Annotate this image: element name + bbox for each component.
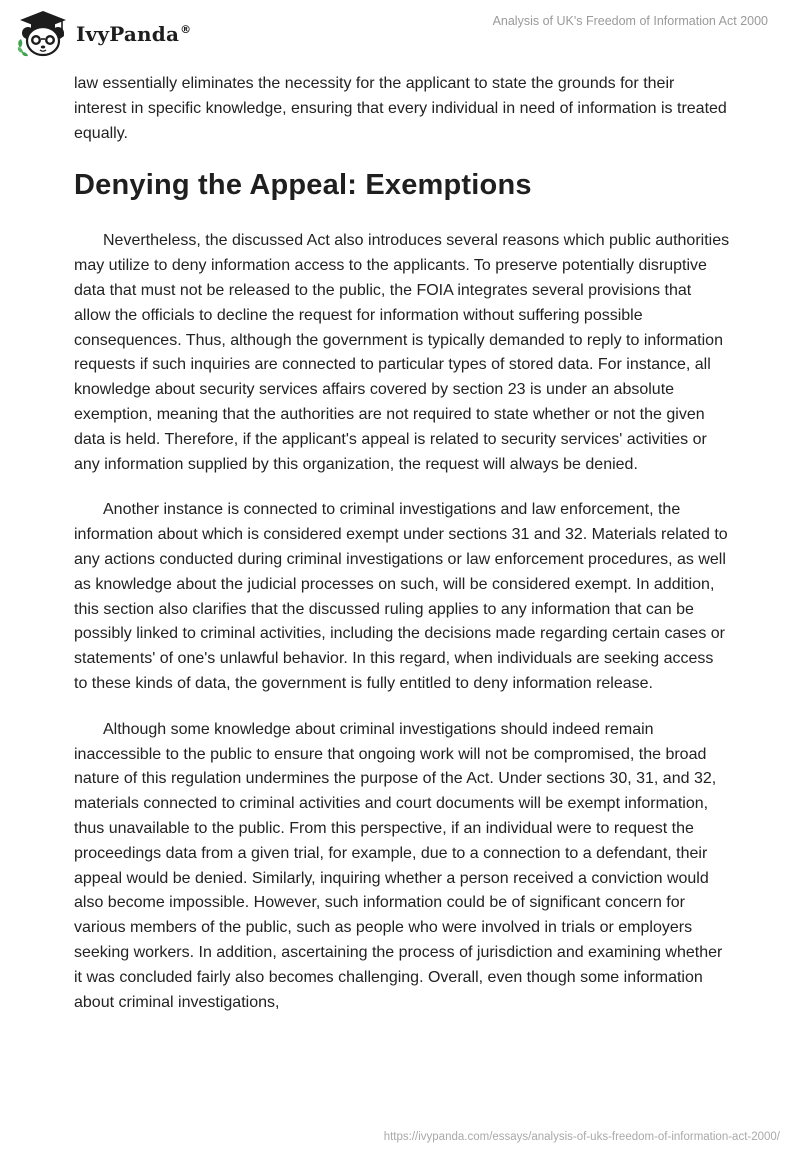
ivypanda-logo[interactable]	[14, 8, 191, 58]
section-heading: Denying the Appeal: Exemptions	[74, 169, 532, 202]
body-paragraph: Nevertheless, the discussed Act also introduces several reasons which public authorities may utilize to deny information access to the applicants. To preserve potentially disruptive data that must not be released to the public, the FOIA integrates several provisions that allow the officials to decline the request for information without suffering possible consequences. Thus, although the government is typically demanded to reply to information requests if such inquiries are connected to particular types of stored data. For instance, all knowledge about security services affairs covered by section 23 is under an absolute exemption, meaning that the authorities are not required to state whether or not the given data is held. Therefore, if the applicant's appeal is related to security services' activities or any information supplied by this organization, the request will always be denied.	[74, 232, 730, 473]
panda-graduate-icon	[14, 8, 72, 58]
essay-body	[74, 72, 730, 1036]
body-paragraph: Although some knowledge about criminal investigations should indeed remain inaccessible to the public to ensure that ongoing work will not be compromised, the broad nature of this regulation undermines the purpose of the Act. Under sections 30, 31, and 32, materials connected to criminal activities and court documents will be exempt information, thus unavailable to the public. From this perspective, if an individual were to request the proceedings data from a given trial, for example, due to a connection to a defendant, their appeal would be denied. Similarly, inquiring whether a person received a conviction would also become impossible. However, such information could be of significant concern for various members of the public, such as people who were involved in trials or employers seeking workers. In addition, ascertaining the process of jurisdiction and examining whether it was concluded fairly also becomes challenging. Overall, even though some information about criminal investigations,	[74, 720, 723, 1011]
source-url-link[interactable]: https://ivypanda.com/essays/analysis-of-uks-freedom-of-information-act-2000/	[383, 1131, 780, 1143]
intro-paragraph: law essentially eliminates the necessity for the applicant to state the grounds for their interest in specific knowledge, ensuring that every individual in need of information is treated equally.	[74, 75, 727, 142]
document-title: Analysis of UK's Freedom of Information Act 2000	[492, 14, 768, 28]
brand-name: IvyPanda®	[76, 22, 192, 46]
page-header	[0, 0, 800, 70]
registered-mark: ®	[180, 23, 192, 37]
body-paragraph: Another instance is connected to criminal investigations and law enforcement, the information about which is considered exempt under sections 31 and 32. Materials related to any actions conducted during criminal investigations or law enforcement procedures, as well as knowledge about the judicial processes on such, will be considered exempt. In addition, this section also clarifies that the discussed ruling applies to any information that can be possibly linked to criminal activities, including the decisions made regarding certain cases or statements' of one's unlawful behavior. In this regard, when individuals are seeking access to these kinds of data, the government is fully entitled to deny information release.	[74, 501, 728, 692]
